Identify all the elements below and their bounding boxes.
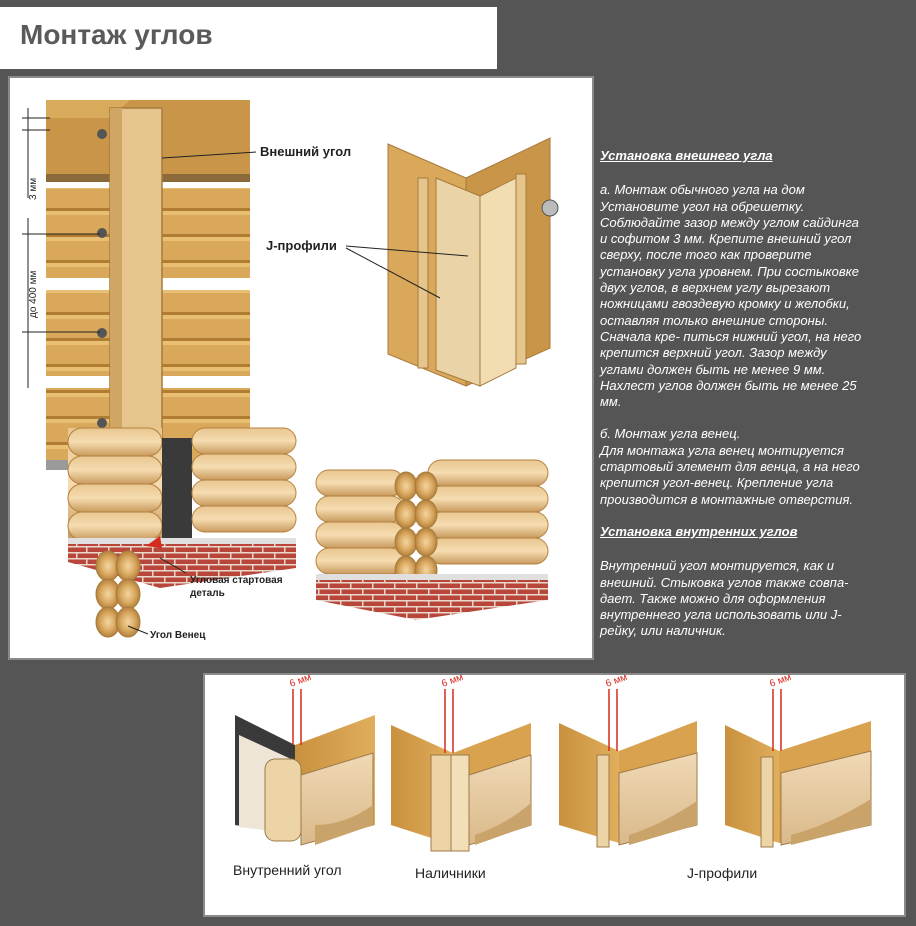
paragraph-a: а. Монтаж обычного угла на дом Установите угол на обрешетку. Соблюдайте зазор между углом сайдинга и софитом 3 мм. Крепите внешний угол сверху, после того как проверите установку угла уровнем. При состыковке двух углов, в верхнем углу вырезают ножницами гвоздевую кромку и желобки, оставляя только внешние стороны. Сначала кре- питься нижний угол, на него крепится верхний угол. Зазор между углами должен быть не менее 9 мм. Нахлест углов должен быть не менее 25 мм. <box>600 182 862 410</box>
outer-corner-label: Внешний угол <box>260 144 352 159</box>
scene-casings <box>391 675 531 881</box>
outer-corner-illustrations <box>10 78 592 658</box>
gap-label-3: 6 мм <box>604 675 629 690</box>
j-profile-diagram <box>266 138 558 386</box>
finished-crown-corner <box>316 460 548 620</box>
gap-label-1: 6 мм <box>288 675 313 690</box>
illustration-panel-bottom <box>203 673 906 917</box>
up-to-400mm-label: до 400 мм <box>28 270 39 318</box>
page-title: Монтаж углов <box>20 19 213 50</box>
title-bar <box>0 7 497 69</box>
corner-start-label-line1: Угловая стартовая <box>190 575 283 586</box>
corner-crown-label: Угол Венец <box>150 630 206 641</box>
casings-label: Наличники <box>415 865 486 881</box>
gap-3mm-label: 3 мм <box>28 177 39 200</box>
j-profiles-bottom-label: J-профили <box>687 865 758 881</box>
corner-start-label-line2: деталь <box>190 588 225 599</box>
gap-label-2: 6 мм <box>440 675 465 690</box>
nail-icon <box>97 129 107 139</box>
crown-corner-diagram <box>68 428 296 641</box>
scene-j-profile-a <box>559 675 697 847</box>
crown-corner-piece <box>96 551 140 637</box>
paragraph-inner: Внутренний угол монтируется, как и внешний. Стыковка углов также совпа- дает. Также можно для оформления внутреннего угла использовать или J- рейку, или наличник. <box>600 558 849 639</box>
illustration-panel-top <box>8 76 594 660</box>
scene-j-profile-b <box>687 675 871 881</box>
j-profiles-label: J-профили <box>266 238 337 253</box>
screw-icon <box>542 200 558 216</box>
heading-inner-corner: Установка внутренних углов <box>600 523 798 539</box>
siding-wall-diagram <box>22 100 351 470</box>
description-column <box>600 148 900 656</box>
scene-inner-corner <box>233 675 375 878</box>
heading-outer-corner: Установка внешнего угла <box>600 148 773 163</box>
inner-corner-illustrations <box>205 675 904 915</box>
inner-corner-label: Внутренний угол <box>233 862 342 878</box>
paragraph-b: б. Монтаж угла венец. Для монтажа угла венец монтируется стартовый элемент для венца, а на него крепится угол-венец. Крепление угла производится в монтажные отверстия. <box>600 426 860 507</box>
gap-label-4: 6 мм <box>768 675 793 690</box>
